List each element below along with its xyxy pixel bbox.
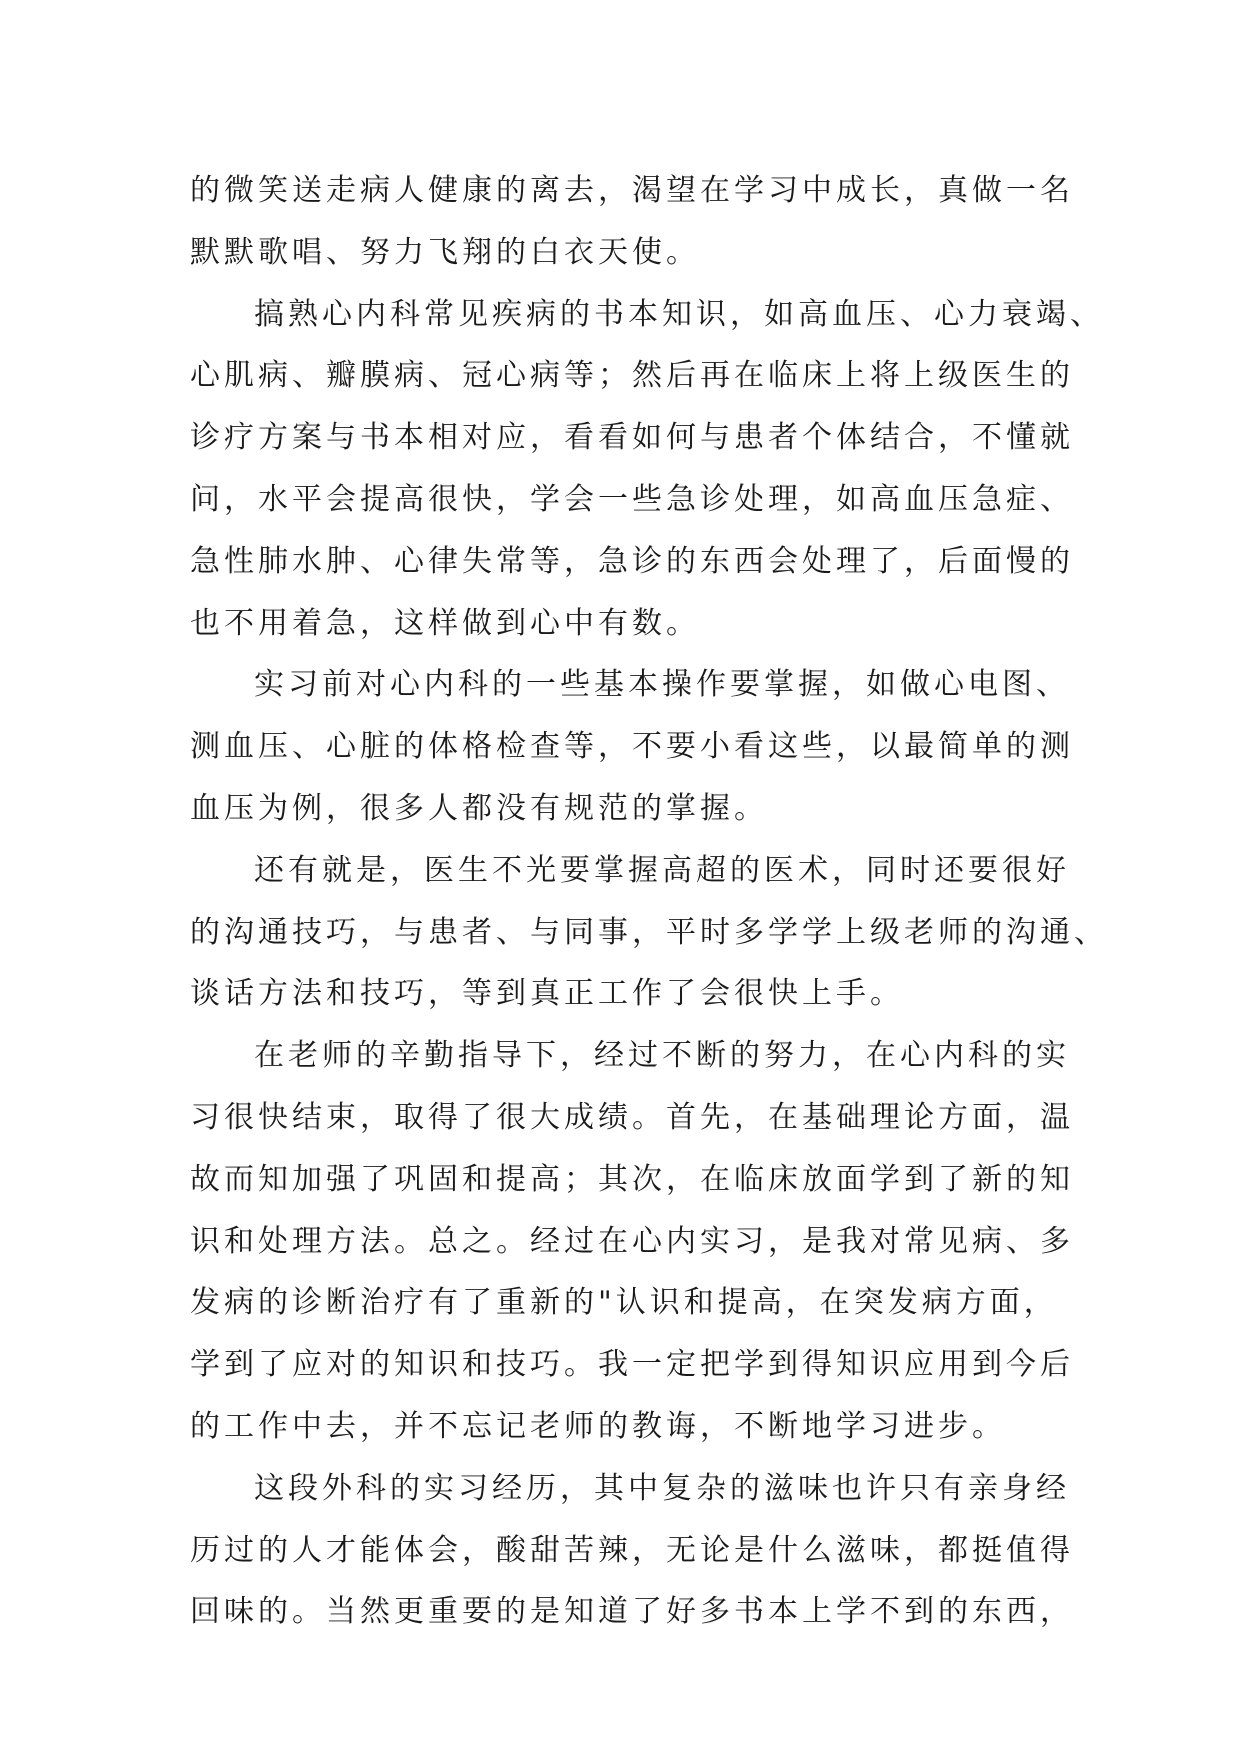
paragraph-start-line: 搞熟心内科常见疾病的书本知识，如高血压、心力衰竭、 <box>254 296 1104 332</box>
text-line: 测血压、心脏的体格检查等，不要小看这些，以最简单的测 <box>190 729 1074 765</box>
text-line: 血压为例，很多人都没有规范的掌握。 <box>190 790 768 826</box>
text-line: 问，水平会提高很快，学会一些急诊处理，如高血压急症、 <box>190 481 1074 517</box>
paragraph-start-line: 实习前对心内科的一些基本操作要掌握，如做心电图、 <box>254 667 1070 703</box>
text-line: 的微笑送走病人健康的离去，渴望在学习中成长，真做一名 <box>190 173 1074 208</box>
text-line: 习很快结束，取得了很大成绩。首先，在基础理论方面，温 <box>190 1099 1074 1135</box>
text-line: 默默歌唱、努力飞翔的白衣天使。 <box>190 234 700 270</box>
paragraph-start-line: 在老师的辛勤指导下，经过不断的努力，在心内科的实 <box>254 1038 1070 1074</box>
text-line: 诊疗方案与书本相对应，看看如何与患者个体结合，不懂就 <box>190 420 1074 456</box>
paragraph-start-line: 这段外科的实习经历，其中复杂的滋味也许只有亲身经 <box>254 1470 1070 1506</box>
text-line: 历过的人才能体会，酸甜苦辣，无论是什么滋味，都挺值得 <box>190 1532 1074 1568</box>
text-line: 也不用着急，这样做到心中有数。 <box>190 605 700 641</box>
text-line: 心肌病、瓣膜病、冠心病等；然后再在临床上将上级医生的 <box>190 358 1074 394</box>
text-line: 发病的诊断治疗有了重新的"认识和提高，在突发病方面， <box>190 1285 1058 1321</box>
text-line: 识和处理方法。总之。经过在心内实习，是我对常见病、多 <box>190 1223 1074 1259</box>
text-line: 故而知加强了巩固和提高；其次，在临床放面学到了新的知 <box>190 1161 1074 1197</box>
text-line: 谈话方法和技巧，等到真正工作了会很快上手。 <box>190 976 904 1012</box>
paragraph-start-line: 还有就是，医生不光要掌握高超的医术，同时还要很好 <box>254 852 1070 888</box>
text-line: 学到了应对的知识和技巧。我一定把学到得知识应用到今后 <box>190 1347 1074 1383</box>
text-line: 急性肺水肿、心律失常等，急诊的东西会处理了，后面慢的 <box>190 543 1074 579</box>
text-line: 的沟通技巧，与患者、与同事，平时多学学上级老师的沟通、 <box>190 914 1108 950</box>
text-line: 回味的。当然更重要的是知道了好多书本上学不到的东西， <box>190 1594 1074 1630</box>
document-body <box>190 160 1108 1643</box>
text-line: 的工作中去，并不忘记老师的教诲，不断地学习进步。 <box>190 1408 1006 1444</box>
